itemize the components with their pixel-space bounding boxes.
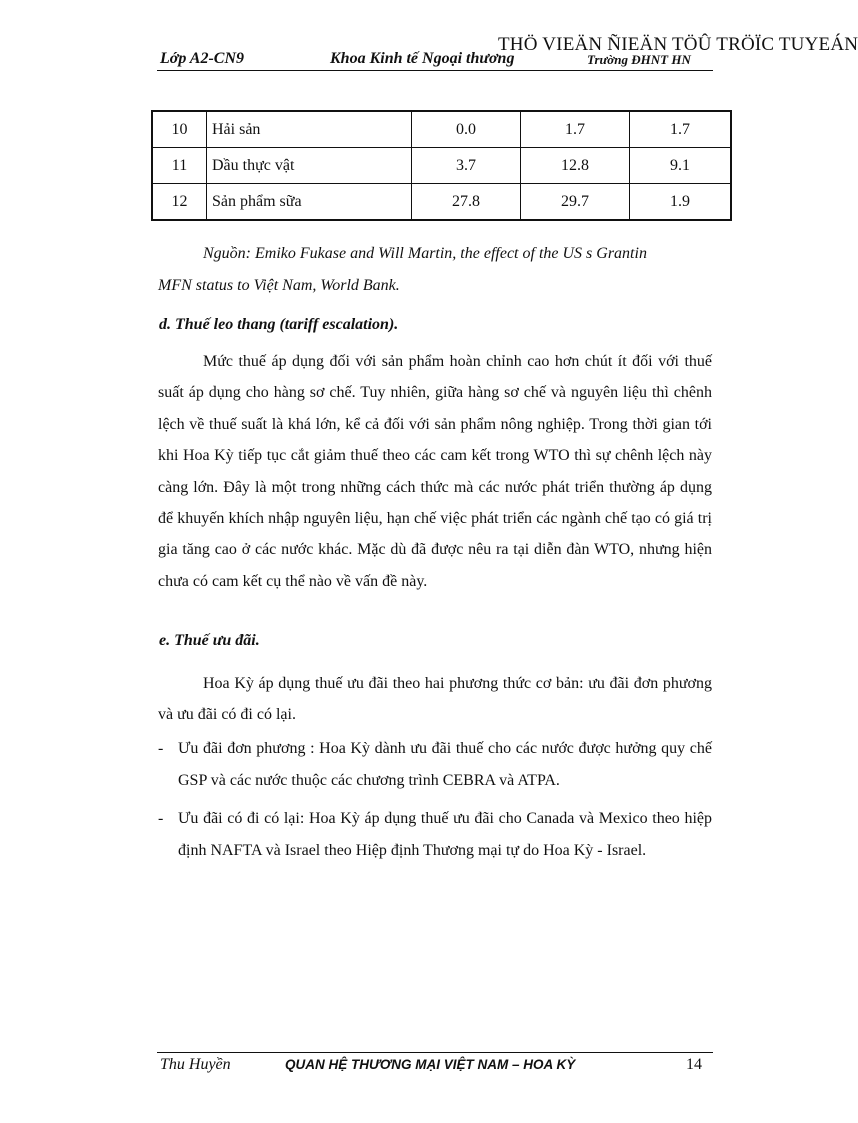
- source-line-1: Nguồn: Emiko Fukase and Will Martin, the effect of the US s Grantin: [203, 245, 647, 262]
- bullet-item: [158, 733, 712, 797]
- header-faculty: Khoa Kinh tế Ngoại thương: [330, 50, 515, 67]
- bullet-item: [158, 803, 712, 867]
- product-name: Sản phẩm sữa: [207, 184, 412, 221]
- header-rule: [157, 70, 713, 71]
- source-note: [158, 238, 712, 302]
- table-row: [152, 148, 731, 184]
- paragraph-text: Hoa Kỳ áp dụng thuế ưu đãi theo hai phương thức cơ bản: ưu đãi đơn phương và ưu đãi có đi có lại.: [158, 675, 712, 724]
- row-number: 10: [152, 111, 207, 148]
- section-d-heading: d. Thuế leo thang (tariff escalation).: [159, 316, 399, 333]
- watermark-text: THÖ VIEÄN ÑIEÄN TÖÛ TRÖÏC TUYEÁN: [498, 34, 858, 55]
- section-e-paragraph: [158, 668, 712, 731]
- value-cell: 1.7: [521, 111, 630, 148]
- bullet-text: Ưu đãi đơn phương : Hoa Kỳ dành ưu đãi thuế cho các nước được hưởng quy chế GSP và các nước thuộc các chương trình CEBRA và ATPA.: [178, 740, 712, 789]
- value-cell: 1.9: [630, 184, 732, 221]
- tariff-table: [151, 110, 732, 221]
- value-cell: 3.7: [412, 148, 521, 184]
- section-d-paragraph: [158, 346, 712, 597]
- row-number: 12: [152, 184, 207, 221]
- product-name: Hải sản: [207, 111, 412, 148]
- paragraph-text: Mức thuế áp dụng đối với sản phẩm hoàn chỉnh cao hơn chút ít đối với thuế suất áp dụng cho hàng sơ chế. Tuy nhiên, giữa hàng sơ chế và nguyên liệu thì chênh lệch về thuế suất là khá lớn, kể cả đối với sản phẩm nông nghiệp. Trong thời gian tới khi Hoa Kỳ tiếp tục cắt giảm thuế theo các cam kết trong WTO thì sự chênh lệch này càng lớn. Đây là một trong những cách thức mà các nước phát triển thường áp dụng để khuyến khích nhập nguyên liệu, hạn chế việc phát triển các ngành chế tạo có giá trị gia tăng cao ở các nước khác. Mặc dù đã được nêu ra tại diễn đàn WTO, nhưng hiện chưa có cam kết cụ thể nào về vấn đề này.: [158, 353, 712, 590]
- bullet-dash: -: [158, 810, 164, 827]
- footer-rule: [157, 1052, 713, 1053]
- footer-author: Thu Huyền: [160, 1056, 231, 1073]
- row-number: 11: [152, 148, 207, 184]
- value-cell: 1.7: [630, 111, 732, 148]
- value-cell: 12.8: [521, 148, 630, 184]
- source-line-2: MFN status to Việt Nam, World Bank.: [158, 277, 400, 294]
- table-row: [152, 111, 731, 148]
- table-row: [152, 184, 731, 221]
- value-cell: 9.1: [630, 148, 732, 184]
- page-number: 14: [686, 1056, 702, 1073]
- value-cell: 29.7: [521, 184, 630, 221]
- section-e-heading: e. Thuế ưu đãi.: [159, 632, 260, 649]
- footer-title: QUAN HỆ THƯƠNG MẠI VIỆT NAM – HOA KỲ: [285, 1057, 576, 1072]
- header-class: Lớp A2-CN9: [160, 50, 244, 67]
- header-university: Trường ĐHNT HN: [587, 52, 691, 67]
- bullet-text: Ưu đãi có đi có lại: Hoa Kỳ áp dụng thuế ưu đãi cho Canada và Mexico theo hiệp định NAFTA và Israel theo Hiệp định Thương mại tự do Hoa Kỳ - Israel.: [178, 810, 712, 859]
- bullet-dash: -: [158, 740, 164, 757]
- product-name: Dầu thực vật: [207, 148, 412, 184]
- value-cell: 0.0: [412, 111, 521, 148]
- value-cell: 27.8: [412, 184, 521, 221]
